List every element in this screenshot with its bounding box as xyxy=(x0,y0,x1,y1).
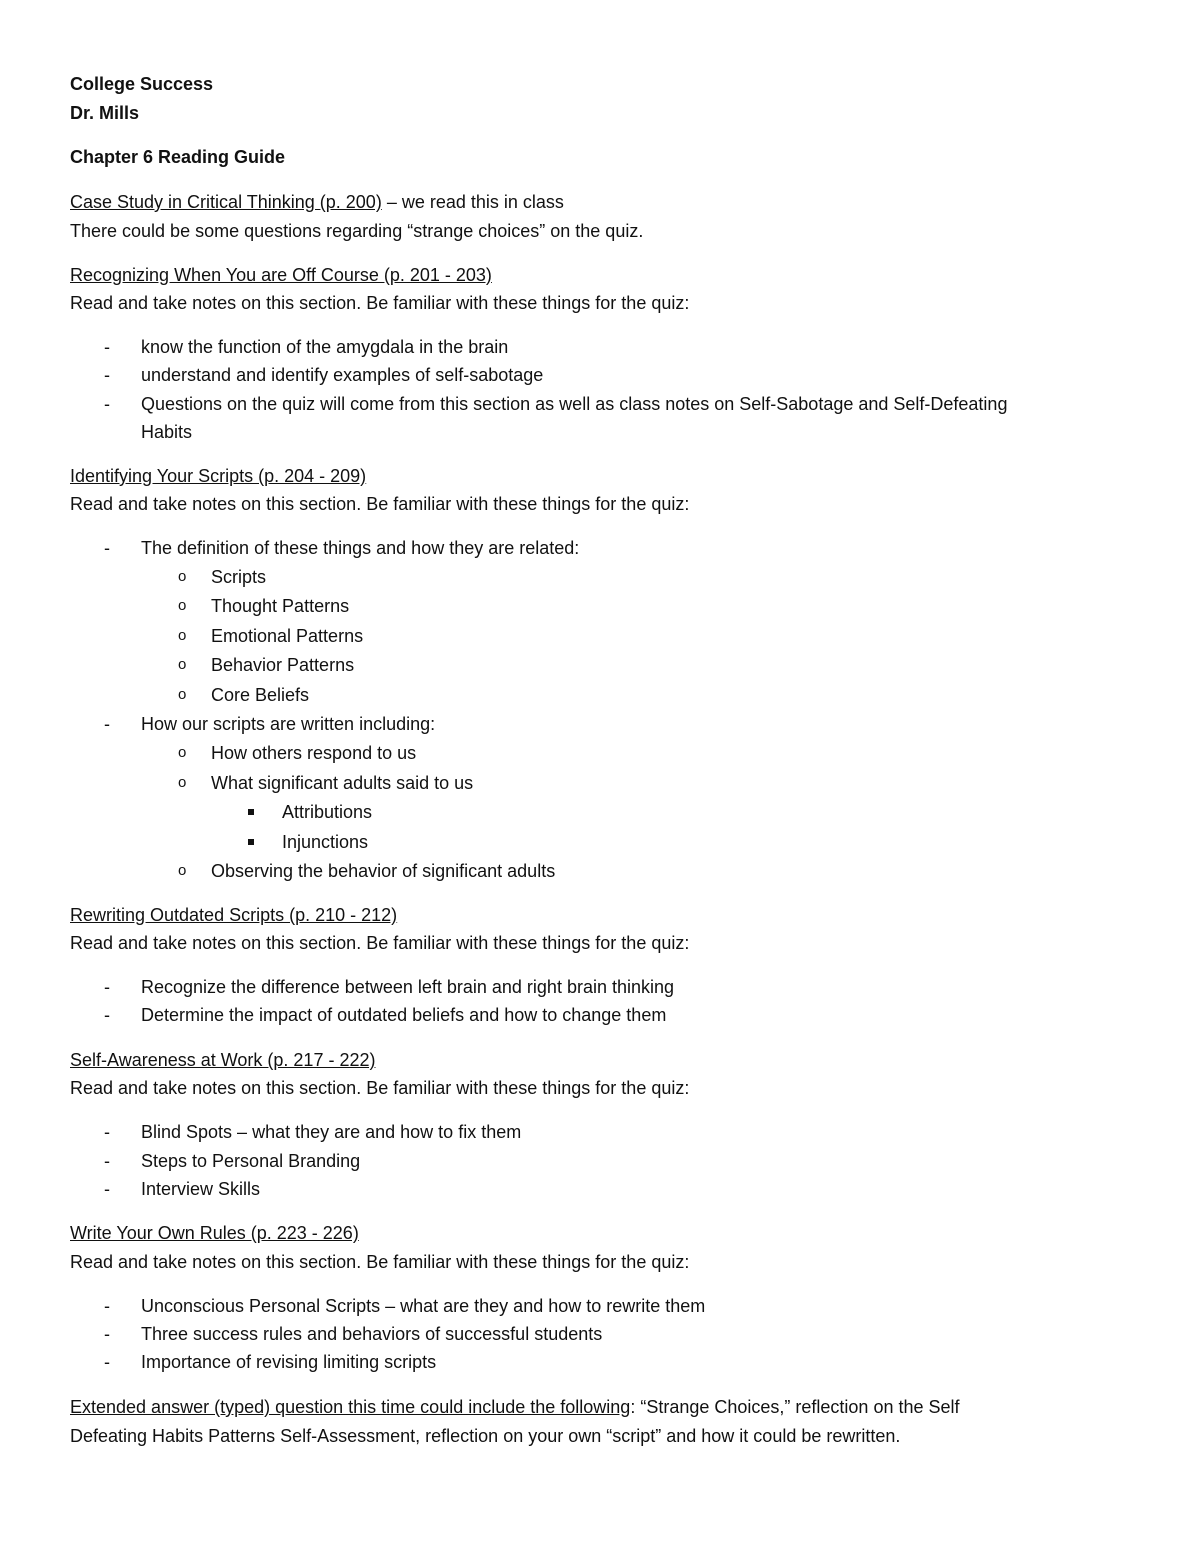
sub-item: Scripts xyxy=(211,567,267,587)
section-heading: Identifying Your Scripts (p. 204 - 209) xyxy=(70,466,367,486)
dash-marker: - xyxy=(104,1151,110,1171)
list-item: Importance of revising limiting scripts xyxy=(141,1352,437,1372)
sub-sub-item: Attributions xyxy=(282,802,373,822)
circle-marker: o xyxy=(178,862,187,879)
list-item: know the function of the amygdala in the brain xyxy=(141,337,509,357)
extended-answer-text: “Strange Choices,” reflection on the Self xyxy=(635,1397,960,1417)
section-intro: Read and take notes on this section. Be familiar with these things for the quiz: xyxy=(70,933,690,953)
dash-marker: - xyxy=(104,1179,110,1199)
dash-marker: - xyxy=(104,538,110,558)
dash-marker: - xyxy=(104,1324,110,1344)
extended-answer-continued: Defeating Habits Patterns Self-Assessment, reflection on your own “script” and how it could be rewritten. xyxy=(70,1426,901,1446)
sub-item: Behavior Patterns xyxy=(211,655,355,675)
square-bullet-icon xyxy=(248,801,268,823)
square-bullet-icon xyxy=(248,831,268,853)
list-item: Three success rules and behaviors of successful students xyxy=(141,1324,603,1344)
section-heading: Rewriting Outdated Scripts (p. 210 - 212) xyxy=(70,905,398,925)
dash-marker: - xyxy=(104,365,110,385)
list-item: understand and identify examples of self-sabotage xyxy=(141,365,544,385)
sub-item: Emotional Patterns xyxy=(211,626,364,646)
page-title: Chapter 6 Reading Guide xyxy=(70,147,286,167)
section-heading: Write Your Own Rules (p. 223 - 226) xyxy=(70,1223,359,1243)
section-intro: Read and take notes on this section. Be familiar with these things for the quiz: xyxy=(70,494,690,514)
section-text: There could be some questions regarding “strange choices” on the quiz. xyxy=(70,221,644,241)
sub-item: Observing the behavior of significant adults xyxy=(211,861,556,881)
circle-marker: o xyxy=(178,686,187,703)
list-item-continued: Habits xyxy=(141,422,193,442)
dash-marker: - xyxy=(104,1122,110,1142)
circle-marker: o xyxy=(178,597,187,614)
section-case-study xyxy=(70,191,564,213)
instructor-name: Dr. Mills xyxy=(70,103,140,123)
circle-marker: o xyxy=(178,568,187,585)
circle-marker: o xyxy=(178,627,187,644)
list-item: Recognize the difference between left brain and right brain thinking xyxy=(141,977,675,997)
extended-colon: : xyxy=(630,1397,636,1417)
sub-item: Core Beliefs xyxy=(211,685,310,705)
list-item: Steps to Personal Branding xyxy=(141,1151,361,1171)
dash-marker: - xyxy=(104,977,110,997)
dash-marker: - xyxy=(104,1005,110,1025)
sub-item: How others respond to us xyxy=(211,743,417,763)
list-item: Interview Skills xyxy=(141,1179,261,1199)
dash-marker: - xyxy=(104,1352,110,1372)
list-item: Unconscious Personal Scripts – what are they and how to rewrite them xyxy=(141,1296,706,1316)
circle-marker: o xyxy=(178,744,187,761)
list-item: The definition of these things and how they are related: xyxy=(141,538,580,558)
section-heading: Recognizing When You are Off Course (p. 201 - 203) xyxy=(70,265,492,285)
circle-marker: o xyxy=(178,656,187,673)
dash-marker: - xyxy=(104,714,110,734)
course-title: College Success xyxy=(70,74,214,94)
sub-item: What significant adults said to us xyxy=(211,773,474,793)
section-intro: Read and take notes on this section. Be familiar with these things for the quiz: xyxy=(70,1078,690,1098)
section-intro: Read and take notes on this section. Be familiar with these things for the quiz: xyxy=(70,293,690,313)
list-item: How our scripts are written including: xyxy=(141,714,436,734)
section-heading: Self-Awareness at Work (p. 217 - 222) xyxy=(70,1050,376,1070)
circle-marker: o xyxy=(178,774,187,791)
extended-answer-label: Extended answer (typed) question this time could include the following xyxy=(70,1397,631,1417)
section-intro: Read and take notes on this section. Be familiar with these things for the quiz: xyxy=(70,1252,690,1272)
extended-answer xyxy=(70,1396,960,1418)
list-item: Questions on the quiz will come from this section as well as class notes on Self-Sabotage and Self-Defeating xyxy=(141,394,1008,414)
heading-note: – we read this in class xyxy=(381,192,564,212)
list-item: Determine the impact of outdated beliefs and how to change them xyxy=(141,1005,667,1025)
sub-sub-item: Injunctions xyxy=(282,832,369,852)
sub-item: Thought Patterns xyxy=(211,596,350,616)
dash-marker: - xyxy=(104,1296,110,1316)
list-item: Blind Spots – what they are and how to fix them xyxy=(141,1122,522,1142)
section-heading: Case Study in Critical Thinking (p. 200) xyxy=(70,192,382,212)
dash-marker: - xyxy=(104,394,110,414)
dash-marker: - xyxy=(104,337,110,357)
